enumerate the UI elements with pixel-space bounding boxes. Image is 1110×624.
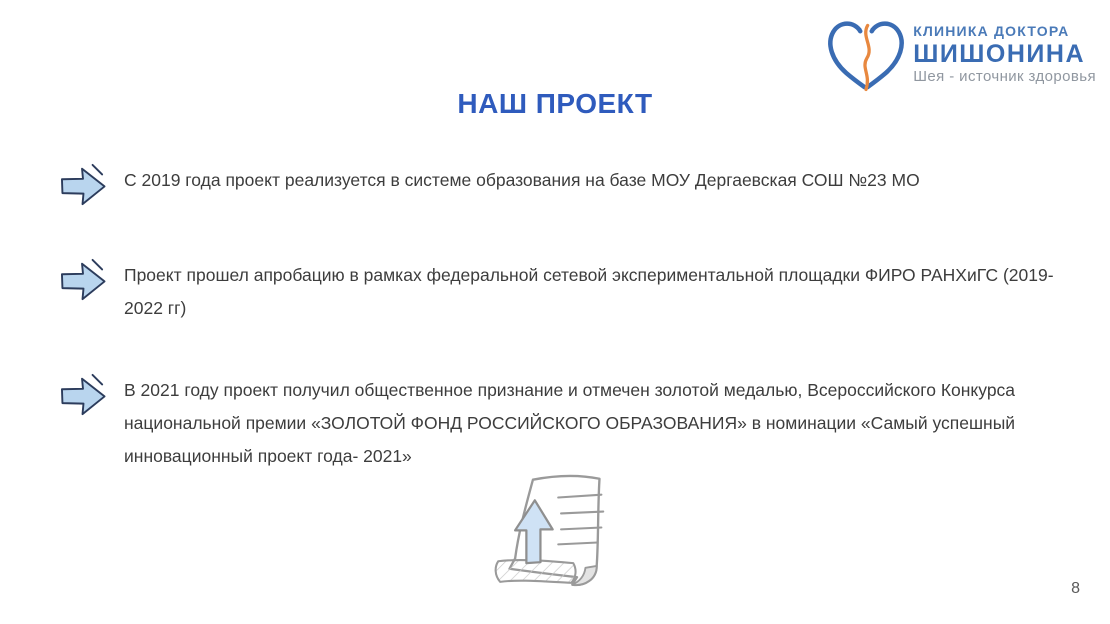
bullet-item bbox=[58, 371, 1058, 473]
logo-line2: ШИШОНИНА bbox=[913, 39, 1086, 68]
right-arrow-icon bbox=[58, 373, 108, 417]
clinic-logo bbox=[825, 14, 1096, 96]
spine-curve bbox=[865, 25, 869, 89]
right-arrow-icon bbox=[58, 258, 108, 302]
bullet-text: Проект прошел апробацию в рамках федеральной сетевой экспериментальной площадки ФИРО РАНХиГС (2019-2022 гг) bbox=[124, 265, 1054, 318]
bullet-item bbox=[58, 161, 1058, 207]
clinic-logo-text bbox=[913, 24, 1096, 85]
page-title: НАШ ПРОЕКТ bbox=[457, 88, 653, 119]
logo-tagline: Шея - источник здоровья bbox=[913, 67, 1096, 85]
logo-line1: КЛИНИКА ДОКТОРА bbox=[913, 23, 1070, 40]
heart-spine-icon bbox=[825, 14, 907, 96]
right-arrow-icon bbox=[58, 163, 108, 207]
bullet-item bbox=[58, 256, 1058, 325]
bullet-text: В 2021 году проект получил общественное признание и отмечен золотой медалью, Всероссийского Конкурса национальной премии «ЗОЛОТОЙ ФОНД РОССИЙСКОГО ОБРАЗОВАНИЯ» в номинации «Самый успешный инновационный проект года- 2021» bbox=[124, 380, 1016, 466]
bullet-text: С 2019 года проект реализуется в системе образования на базе МОУ Дергаевская СОШ №23 МО bbox=[124, 170, 920, 190]
document-upload-icon bbox=[487, 470, 637, 600]
page-number: 8 bbox=[1071, 580, 1080, 597]
